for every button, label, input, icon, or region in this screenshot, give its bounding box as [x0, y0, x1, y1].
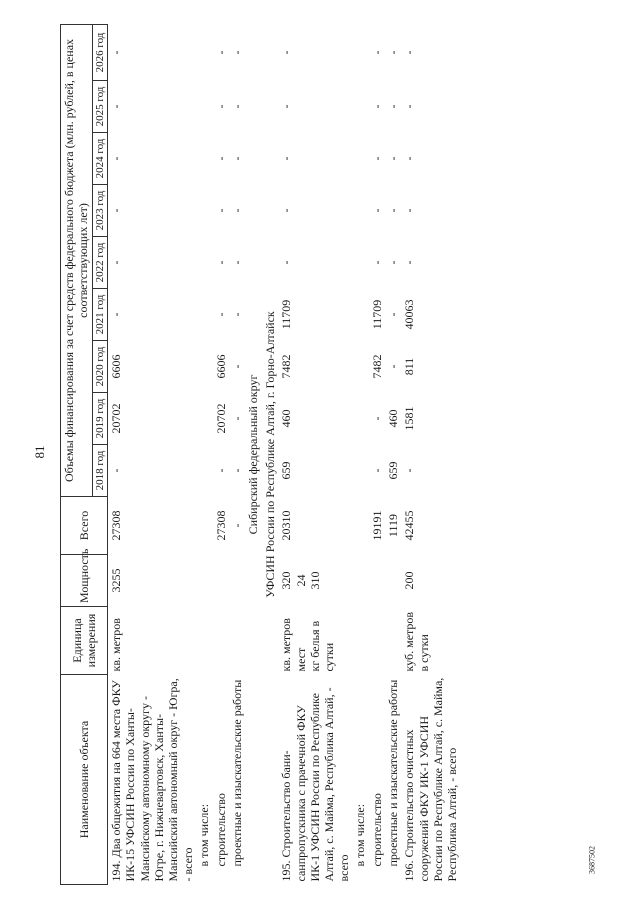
year-value-cell: 6606	[108, 354, 123, 379]
year-value-cell: -	[385, 208, 400, 213]
year-value-cell: -	[230, 50, 244, 55]
header-capacity: Мощность	[61, 555, 108, 607]
capacity-cell: 320 24 310	[279, 571, 322, 590]
region-label: Сибирский федеральный округ	[246, 374, 261, 535]
year-value-cell	[196, 341, 212, 393]
table-row	[229, 24, 245, 884]
year-value-cell: 659	[279, 461, 294, 480]
object-name: строительство	[213, 793, 228, 867]
header-financing: Объемы финансирования за счет средств федерального бюджета (млн. рублей, в ценах соответствующих лет)	[61, 24, 93, 496]
header-year: 2019 год	[92, 393, 107, 445]
table-row	[213, 24, 229, 884]
capacity-cell: 3255	[108, 568, 123, 593]
year-value-cell: -	[385, 156, 400, 161]
year-value-cell: -	[213, 208, 228, 213]
unit-cell	[196, 607, 212, 675]
year-value-cell: -	[369, 50, 384, 55]
capacity-cell: 200	[402, 571, 417, 590]
year-value-cell: -	[369, 260, 384, 265]
year-value-cell: 20702	[108, 403, 123, 434]
year-value-cell: -	[108, 50, 123, 55]
total-cell: 19191	[369, 510, 384, 541]
year-value-cell: 11709	[369, 299, 384, 330]
object-name: проектные и изыскательские работы	[385, 679, 400, 867]
object-name: проектные и изыскательские работы	[230, 679, 244, 867]
total-cell: 27308	[108, 510, 123, 541]
year-value-cell: 7482	[369, 354, 384, 379]
year-value-cell: -	[213, 312, 228, 317]
object-name: 196. Строительство очистных сооружений ФКУ ИК-1 УФСИН России по Республике Алтай, с. Майма, Республика Алтай, - всего	[402, 677, 460, 882]
year-value-cell: -	[279, 104, 294, 109]
year-value-cell	[352, 24, 368, 80]
year-value-cell: -	[230, 468, 244, 473]
year-value-cell: -	[230, 260, 244, 265]
year-value-cell: 460	[279, 409, 294, 428]
year-value-cell: -	[108, 312, 123, 317]
year-value-cell	[352, 289, 368, 341]
year-value-cell: -	[230, 312, 244, 317]
table-row	[107, 24, 196, 884]
total-cell: -	[230, 523, 244, 528]
year-value-cell: 659	[385, 461, 400, 480]
total-cell: 20310	[279, 510, 294, 541]
header-name: Наименование объекта	[61, 675, 108, 885]
year-value-cell: 811	[402, 357, 417, 376]
object-name: 195. Строительство бани-санпропускника с прачечной ФКУ ИК-1 УФСИН России по Республике Алтай, с. Майма, Республика Алтай, - всего	[279, 687, 351, 882]
year-value-cell: -	[385, 104, 400, 109]
year-value-cell: -	[385, 364, 400, 369]
header-year: 2026 год	[92, 24, 107, 80]
year-value-cell: -	[279, 156, 294, 161]
region-label: УФСИН России по Республике Алтай, г. Горно-Алтайск	[262, 311, 277, 598]
year-value-cell: -	[369, 104, 384, 109]
unit-cell	[385, 607, 401, 675]
year-value-cell: -	[385, 50, 400, 55]
year-value-cell	[196, 133, 212, 185]
year-value-cell: -	[369, 468, 384, 473]
object-name: строительство	[369, 793, 384, 867]
year-value-cell	[352, 185, 368, 237]
table-body	[107, 24, 460, 884]
year-value-cell	[196, 237, 212, 289]
capacity-cell	[352, 555, 368, 607]
table-row	[352, 24, 368, 884]
year-value-cell	[352, 81, 368, 133]
financing-table	[60, 24, 461, 885]
header-unit: Единица измерения	[61, 607, 108, 675]
unit-cell	[352, 607, 368, 675]
year-value-cell: 20702	[213, 403, 228, 434]
unit-cell: кв. метров мест кг белья в сутки	[279, 618, 337, 672]
unit-cell: куб. метров в сутки	[402, 611, 431, 672]
year-value-cell: -	[369, 416, 384, 421]
year-value-cell: -	[230, 208, 244, 213]
capacity-cell	[229, 555, 245, 607]
total-cell: 42455	[402, 510, 417, 541]
year-value-cell: -	[369, 156, 384, 161]
year-value-cell: -	[279, 50, 294, 55]
year-value-cell	[196, 445, 212, 497]
year-value-cell: -	[213, 156, 228, 161]
header-year: 2024 год	[92, 133, 107, 185]
year-value-cell: -	[213, 260, 228, 265]
header-year: 2021 год	[92, 289, 107, 341]
year-value-cell: -	[213, 50, 228, 55]
year-value-cell: -	[108, 208, 123, 213]
year-value-cell	[196, 185, 212, 237]
header-year: 2023 год	[92, 185, 107, 237]
table-row	[401, 24, 461, 884]
year-value-cell: 7482	[279, 354, 294, 379]
rotated-page	[60, 25, 600, 885]
year-value-cell: -	[230, 364, 244, 369]
year-value-cell: -	[108, 260, 123, 265]
year-value-cell: -	[213, 104, 228, 109]
year-value-cell	[196, 393, 212, 445]
table-row	[278, 24, 352, 884]
total-cell	[196, 497, 212, 555]
object-name: 194. Два общежития на 664 места ФКУ ИК-15 УФСИН России по Ханты-Мансийскому автономному округу - Югре, г. Нижневартовск, Ханты-Мансийский автономный округ - Югра, - всего	[108, 678, 195, 882]
document-code: 3687502	[587, 846, 597, 874]
capacity-cell	[213, 555, 229, 607]
header-total: Всего	[61, 497, 108, 555]
object-name: в том числе:	[197, 803, 212, 867]
year-value-cell	[352, 341, 368, 393]
table-header	[61, 24, 108, 884]
year-value-cell: 460	[385, 409, 400, 428]
year-value-cell: -	[230, 416, 244, 421]
total-cell	[352, 497, 368, 555]
year-value-cell	[196, 24, 212, 80]
year-value-cell: -	[402, 208, 417, 213]
year-value-cell: -	[402, 156, 417, 161]
year-value-cell: 40063	[402, 299, 417, 330]
header-year: 2020 год	[92, 341, 107, 393]
table-row	[196, 24, 212, 884]
year-value-cell: -	[385, 312, 400, 317]
unit-cell	[369, 607, 385, 675]
capacity-cell	[369, 555, 385, 607]
year-value-cell: 6606	[213, 354, 228, 379]
year-value-cell: -	[213, 468, 228, 473]
capacity-cell	[196, 555, 212, 607]
total-cell: 1119	[385, 513, 400, 538]
year-value-cell	[352, 237, 368, 289]
header-year: 2025 год	[92, 81, 107, 133]
table-row	[385, 24, 401, 884]
year-value-cell: -	[385, 260, 400, 265]
year-value-cell: -	[108, 468, 123, 473]
year-value-cell	[352, 445, 368, 497]
region-row	[245, 24, 261, 884]
year-value-cell	[352, 133, 368, 185]
year-value-cell	[196, 81, 212, 133]
unit-cell	[229, 607, 245, 675]
year-value-cell: -	[230, 104, 244, 109]
year-value-cell	[196, 289, 212, 341]
year-value-cell: -	[108, 104, 123, 109]
year-value-cell: -	[108, 156, 123, 161]
year-value-cell: -	[279, 208, 294, 213]
object-name: в том числе:	[353, 803, 368, 867]
header-year: 2018 год	[92, 445, 107, 497]
year-value-cell: -	[402, 260, 417, 265]
year-value-cell: -	[230, 156, 244, 161]
unit-cell	[213, 607, 229, 675]
year-value-cell: -	[369, 208, 384, 213]
capacity-cell	[385, 555, 401, 607]
unit-cell: кв. метров	[108, 618, 123, 672]
page-number: 81	[32, 445, 47, 459]
year-value-cell: -	[402, 104, 417, 109]
year-value-cell: 11709	[279, 299, 294, 330]
year-value-cell: -	[279, 260, 294, 265]
year-value-cell: 1581	[402, 406, 417, 431]
year-value-cell: -	[402, 50, 417, 55]
year-value-cell: -	[402, 468, 417, 473]
region-row	[262, 24, 278, 884]
header-year: 2022 год	[92, 237, 107, 289]
year-value-cell	[352, 393, 368, 445]
total-cell: 27308	[213, 510, 228, 541]
table-row	[369, 24, 385, 884]
